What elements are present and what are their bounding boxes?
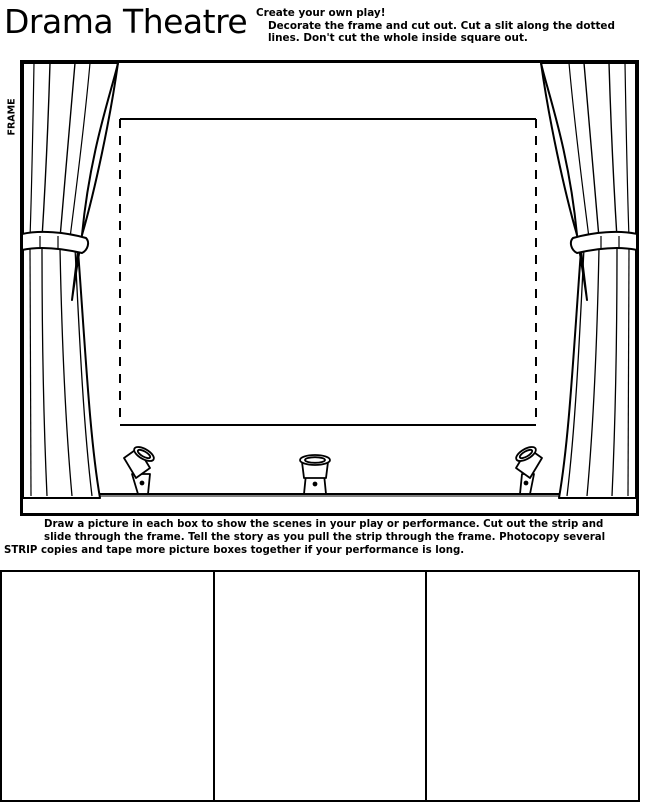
instructions-body: Decorate the frame and cut out. Cut a slit along the dotted lines. Don't cut the whole inside square out. [268, 19, 615, 45]
strip-text-line-3 [4, 545, 642, 558]
strip-text-line-2: slide through the frame. Tell the story as you pull the strip through the frame. Photocopy several [44, 531, 606, 543]
spotlight-icon [124, 444, 542, 494]
picture-box-2 [215, 572, 428, 800]
slit-cut-area [119, 118, 537, 426]
strip-text-line-3-body: copies and tape more picture boxes together if your performance is long. [40, 544, 465, 556]
picture-box-1 [2, 572, 215, 800]
frame-label: FRAME [6, 98, 18, 136]
right-curtain-icon [541, 63, 637, 498]
strip-label: STRIP [4, 544, 38, 556]
page-title: Drama Theatre [4, 2, 248, 41]
strip-text-line-1: Draw a picture in each box to show the scenes in your play or performance. Cut out the strip and [44, 519, 604, 530]
picture-box-3 [427, 572, 638, 800]
strip-instructions [4, 519, 642, 557]
left-curtain-icon [22, 63, 118, 498]
picture-strip [0, 570, 640, 802]
instructions-heading: Create your own play! [256, 7, 386, 19]
instructions [256, 7, 641, 45]
